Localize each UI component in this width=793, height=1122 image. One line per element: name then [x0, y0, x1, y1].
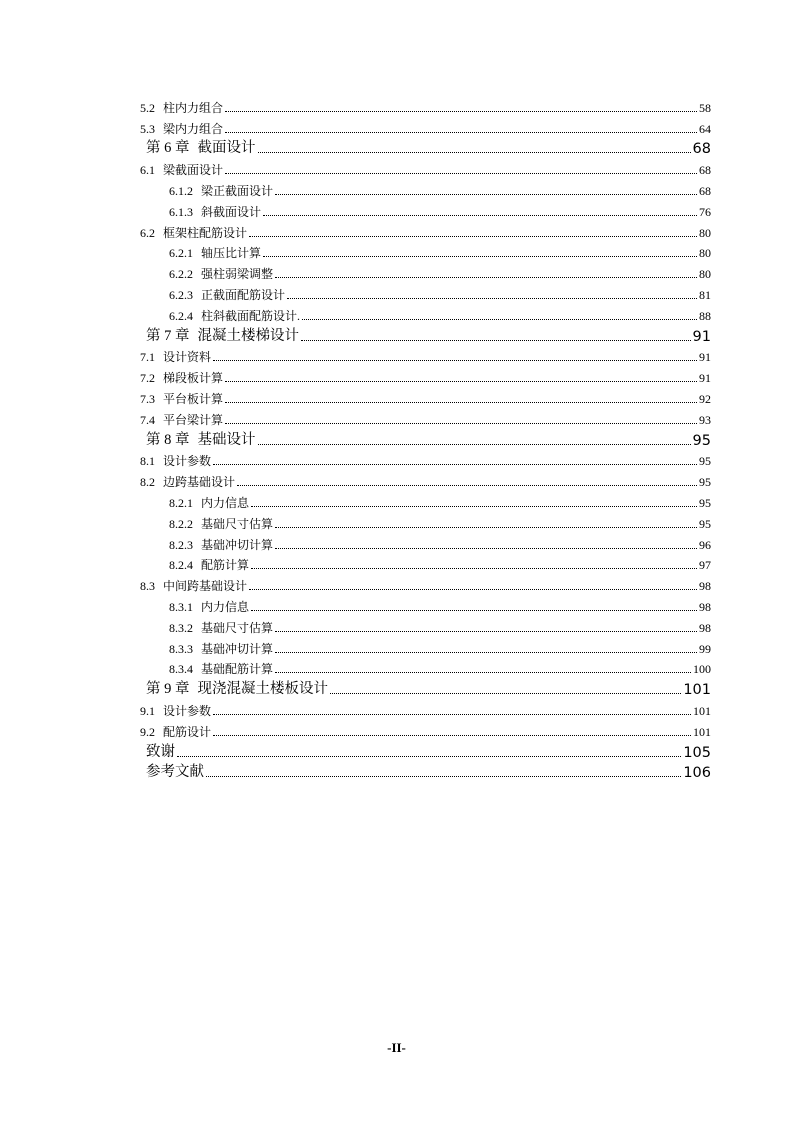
toc-entry[interactable]	[140, 365, 711, 386]
toc-entry[interactable]	[140, 719, 711, 740]
dot-leader	[225, 132, 697, 133]
toc-entry-page-number: 64	[699, 121, 711, 136]
toc-entry[interactable]	[140, 157, 711, 178]
toc-entry-page-number: 100	[693, 662, 711, 677]
toc-entry-number: 8.3.3	[169, 641, 193, 656]
dot-leader	[213, 360, 697, 361]
toc-entry-number: 第 6 章	[146, 140, 190, 157]
dot-leader	[330, 693, 681, 694]
dot-leader	[275, 672, 691, 673]
toc-entry-number: 6.1.3	[169, 204, 193, 219]
toc-entry-number: 6.2	[140, 225, 155, 240]
toc-entry[interactable]	[140, 386, 711, 407]
toc-entry[interactable]	[140, 95, 711, 116]
toc-entry-number: 8.2.2	[169, 516, 193, 531]
toc-entry-page-number: 91	[692, 328, 711, 345]
toc-entry-title: 中间跨基础设计	[163, 579, 248, 594]
dot-leader	[251, 506, 697, 507]
toc-entry[interactable]	[140, 657, 711, 678]
toc-entry-number: 第 9 章	[146, 681, 190, 698]
toc-entry-page-number: 68	[699, 163, 711, 178]
toc-entry-page-number: 96	[699, 537, 711, 552]
dot-leader	[302, 319, 697, 320]
dot-leader	[249, 589, 697, 590]
toc-entry-number: 8.2.4	[169, 558, 193, 573]
dot-leader	[177, 756, 681, 757]
dot-leader	[225, 402, 697, 403]
toc-entry-title: 内力信息	[201, 599, 250, 614]
toc-entry-page-number: 95	[699, 475, 711, 490]
dot-leader	[275, 194, 697, 195]
toc-entry-number: 6.2.1	[169, 246, 193, 261]
toc-entry-number: 8.1	[140, 454, 155, 469]
toc-entry[interactable]	[140, 282, 711, 303]
toc-entry-page-number: 101	[693, 724, 711, 739]
toc-entry[interactable]	[140, 178, 711, 199]
toc-entry-page-number: 98	[699, 599, 711, 614]
toc-entry-title: 轴压比计算	[201, 246, 262, 261]
toc-entry[interactable]	[140, 636, 711, 657]
dot-leader	[213, 714, 691, 715]
toc-entry[interactable]	[140, 532, 711, 553]
toc-entry-number: 5.3	[140, 121, 155, 136]
dot-leader	[258, 444, 691, 445]
toc-entry[interactable]	[140, 449, 711, 470]
toc-entry-number: 8.2	[140, 475, 155, 490]
toc-entry[interactable]	[140, 698, 711, 719]
toc-entry-number: 8.2.3	[169, 537, 193, 552]
toc-entry-title: 内力信息	[201, 495, 250, 510]
toc-entry-page-number: 68	[699, 183, 711, 198]
toc-entry[interactable]	[140, 469, 711, 490]
toc-entry-number: 6.2.3	[169, 287, 193, 302]
dot-leader	[275, 652, 697, 653]
dot-leader	[213, 735, 691, 736]
toc-entry-title: 配筋计算	[201, 558, 250, 573]
toc-entry[interactable]	[140, 740, 711, 761]
toc-entry-number: 7.3	[140, 391, 155, 406]
toc-entry-page-number: 98	[699, 579, 711, 594]
dot-leader	[287, 298, 697, 299]
toc-entry-title: 混凝土楼梯设计	[197, 327, 299, 344]
toc-entry-number: 第 8 章	[146, 431, 190, 448]
toc-entry-number: 8.3.2	[169, 620, 193, 635]
toc-entry-number: 7.4	[140, 412, 155, 427]
toc-entry[interactable]	[140, 324, 711, 345]
toc-entry-title: 设计参数	[163, 703, 212, 718]
toc-entry[interactable]	[140, 594, 711, 615]
dot-leader	[263, 215, 697, 216]
toc-entry-page-number: 93	[699, 412, 711, 427]
toc-entry[interactable]	[140, 137, 711, 158]
dot-leader	[225, 423, 697, 424]
toc-entry-page-number: 91	[699, 350, 711, 365]
toc-entry-number: 6.2.4	[169, 308, 193, 323]
dot-leader	[263, 256, 697, 257]
dot-leader	[301, 340, 691, 341]
toc-entry[interactable]	[140, 615, 711, 636]
toc-entry[interactable]	[140, 553, 711, 574]
toc-entry-number: 6.1	[140, 163, 155, 178]
toc-entry-title: 梯段板计算	[163, 371, 224, 386]
toc-entry-page-number: 88	[699, 308, 711, 323]
toc-entry-title: 正截面配筋设计	[201, 287, 286, 302]
dot-leader	[249, 236, 697, 237]
dot-leader	[237, 485, 697, 486]
toc-entry-number: 7.2	[140, 371, 155, 386]
toc-entry[interactable]	[140, 677, 711, 698]
toc-entry-title: 设计参数	[163, 454, 212, 469]
dot-leader	[225, 381, 697, 382]
toc-entry-title: 平台梁计算	[163, 412, 224, 427]
toc-entry-page-number: 99	[699, 641, 711, 656]
toc-entry-title: 致谢	[146, 743, 175, 760]
toc-entry-number: 8.3	[140, 579, 155, 594]
toc-entry-number: 8.2.1	[169, 495, 193, 510]
toc-entry[interactable]	[140, 116, 711, 137]
toc-entry-title: 基础设计	[197, 431, 256, 448]
dot-leader	[275, 527, 697, 528]
dot-leader	[251, 568, 697, 569]
toc-entry-number: 6.2.2	[169, 267, 193, 282]
toc-entry-page-number: 106	[683, 765, 711, 782]
toc-entry-page-number: 101	[683, 682, 711, 699]
toc-entry-title: 截面设计	[197, 140, 256, 157]
toc-entry-title: 参考文献	[146, 764, 204, 781]
toc-entry-page-number: 92	[699, 391, 711, 406]
toc-entry-number: 5.2	[140, 100, 155, 115]
toc-entry-title: 柱斜截面配筋设计.	[201, 308, 301, 323]
toc-entry-page-number: 95	[699, 495, 711, 510]
toc-entry[interactable]	[140, 199, 711, 220]
toc-entry-page-number: 95	[692, 432, 711, 449]
toc-entry[interactable]	[140, 303, 711, 324]
toc-entry-title: 框架柱配筋设计	[163, 225, 248, 240]
toc-entry[interactable]	[140, 573, 711, 594]
toc-entry-page-number: 91	[699, 371, 711, 386]
toc-entry-page-number: 76	[699, 204, 711, 219]
toc-entry[interactable]	[140, 407, 711, 428]
toc-entry-title: 基础尺寸估算	[201, 620, 274, 635]
toc-entry-title: 梁正截面设计	[201, 183, 274, 198]
dot-leader	[225, 111, 697, 112]
page-number-footer: -II-	[387, 1040, 406, 1055]
dot-leader	[206, 776, 681, 777]
dot-leader	[275, 277, 697, 278]
toc-entry-title: 强柱弱梁调整	[201, 267, 274, 282]
toc-entry[interactable]	[140, 345, 711, 366]
toc-entry-number: 9.1	[140, 703, 155, 718]
toc-entry-title: 斜截面设计	[201, 204, 262, 219]
toc-entry-title: 设计资料	[163, 350, 212, 365]
dot-leader	[225, 173, 697, 174]
toc-entry[interactable]	[140, 241, 711, 262]
toc-entry-number: 7.1	[140, 350, 155, 365]
toc-entry-title: 基础冲切计算	[201, 537, 274, 552]
dot-leader	[251, 610, 697, 611]
toc-entry-number: 6.1.2	[169, 183, 193, 198]
toc-entry-page-number: 101	[693, 703, 711, 718]
toc-entry-number: 8.3.4	[169, 662, 193, 677]
toc-entry-title: 配筋设计	[163, 724, 212, 739]
toc-entry-page-number: 58	[699, 100, 711, 115]
toc-entry[interactable]	[140, 761, 711, 782]
toc-entry-page-number: 95	[699, 516, 711, 531]
toc-entry-title: 梁截面设计	[163, 163, 224, 178]
toc-entry[interactable]	[140, 261, 711, 282]
toc-entry-page-number: 80	[699, 246, 711, 261]
toc-entry[interactable]	[140, 428, 711, 449]
toc-entry-title: 基础尺寸估算	[201, 516, 274, 531]
dot-leader	[213, 464, 697, 465]
toc-entry-number: 9.2	[140, 724, 155, 739]
toc-entry-number: 8.3.1	[169, 599, 193, 614]
toc-entry-page-number: 95	[699, 454, 711, 469]
toc-entry[interactable]	[140, 490, 711, 511]
dot-leader	[258, 152, 691, 153]
toc-entry[interactable]	[140, 511, 711, 532]
toc-entry-title: 基础配筋计算	[201, 662, 274, 677]
toc-entry-page-number: 80	[699, 225, 711, 240]
table-of-contents	[140, 95, 711, 781]
toc-entry-title: 柱内力组合	[163, 100, 224, 115]
toc-entry-title: 基础冲切计算	[201, 641, 274, 656]
toc-entry-page-number: 68	[692, 141, 711, 158]
toc-entry-number: 第 7 章	[146, 327, 190, 344]
dot-leader	[275, 631, 697, 632]
toc-entry-page-number: 80	[699, 267, 711, 282]
toc-entry-title: 现浇混凝土楼板设计	[197, 681, 328, 698]
toc-entry-title: 梁内力组合	[163, 121, 224, 136]
toc-entry-title: 边跨基础设计	[163, 475, 236, 490]
toc-entry-page-number: 81	[699, 287, 711, 302]
toc-entry-page-number: 97	[699, 558, 711, 573]
toc-entry-page-number: 105	[683, 744, 711, 761]
dot-leader	[275, 548, 697, 549]
toc-entry-title: 平台板计算	[163, 391, 224, 406]
toc-entry[interactable]	[140, 220, 711, 241]
toc-entry-page-number: 98	[699, 620, 711, 635]
